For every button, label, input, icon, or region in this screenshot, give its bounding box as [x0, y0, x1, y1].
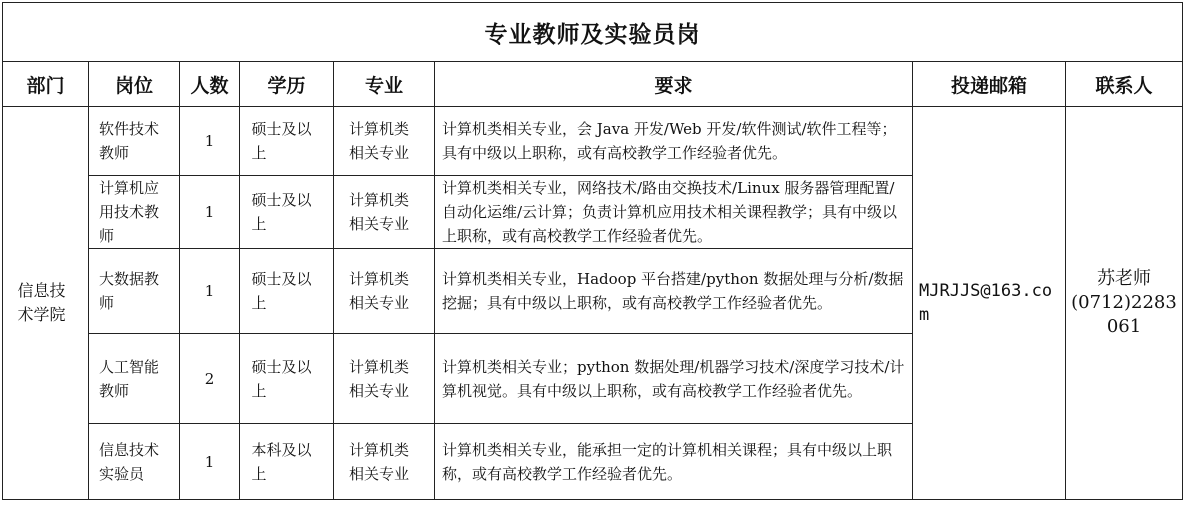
position-cell — [89, 249, 180, 334]
header-major: 专业 — [334, 62, 435, 107]
job-table-container — [2, 2, 1182, 501]
major-value: 计算机类相关专业 — [349, 357, 410, 400]
department-cell — [3, 107, 89, 500]
major-value: 计算机类相关专业 — [349, 270, 410, 312]
major-cell — [334, 176, 435, 249]
table-row — [3, 107, 1183, 176]
position-cell — [89, 424, 180, 500]
requirement-cell: 计算机类相关专业，会 Java 开发/Web 开发/软件测试/软件工程等；具有中级以上职称，或有高校教学工作经验者优先。 — [435, 107, 913, 176]
position-cell — [89, 334, 180, 424]
header-education: 学历 — [240, 62, 334, 107]
requirement-cell: 计算机类相关专业，能承担一定的计算机相关课程；具有中级以上职称，或有高校教学工作经验者优先。 — [435, 424, 913, 500]
email-cell: MJRJJS@163.com — [913, 107, 1066, 500]
position-name: 信息技术实验员 — [99, 440, 160, 483]
position-name: 人工智能教师 — [99, 357, 160, 400]
major-cell — [334, 249, 435, 334]
requirement-cell: 计算机类相关专业；python 数据处理/机器学习技术/深度学习技术/计算机视觉。具有中级以上职称，或有高校教学工作经验者优先。 — [435, 334, 913, 424]
position-cell — [89, 176, 180, 249]
count-cell: 1 — [180, 424, 240, 500]
major-cell — [334, 334, 435, 424]
education-cell — [240, 249, 334, 334]
education-cell — [240, 107, 334, 176]
count-cell: 1 — [180, 249, 240, 334]
header-email: 投递邮箱 — [913, 62, 1066, 107]
education-value: 硕士及以上 — [251, 357, 312, 400]
major-cell — [334, 107, 435, 176]
count-cell: 1 — [180, 176, 240, 249]
position-name: 大数据教师 — [99, 270, 160, 312]
education-cell — [240, 176, 334, 249]
education-cell — [240, 424, 334, 500]
table-title: 专业教师及实验员岗 — [3, 3, 1183, 62]
department-name: 信息技术学院 — [17, 281, 66, 324]
major-value: 计算机类相关专业 — [349, 191, 410, 233]
header-requirement: 要求 — [435, 62, 913, 107]
contact-cell — [1066, 107, 1183, 500]
education-value: 本科及以上 — [251, 440, 312, 483]
header-count: 人数 — [180, 62, 240, 107]
position-name: 计算机应用技术教师 — [99, 179, 160, 245]
contact-phone: (0712)2283061 — [1071, 292, 1177, 337]
major-cell — [334, 424, 435, 500]
header-position: 岗位 — [89, 62, 180, 107]
job-table — [2, 2, 1183, 500]
requirement-cell: 计算机类相关专业，Hadoop 平台搭建/python 数据处理与分析/数据挖掘；具有中级以上职称，或有高校教学工作经验者优先。 — [435, 249, 913, 334]
header-contact: 联系人 — [1066, 62, 1183, 107]
education-value: 硕士及以上 — [251, 120, 312, 162]
header-dept: 部门 — [3, 62, 89, 107]
count-cell: 2 — [180, 334, 240, 424]
education-value: 硕士及以上 — [251, 191, 312, 233]
major-value: 计算机类相关专业 — [349, 120, 410, 162]
position-name: 软件技术教师 — [99, 120, 160, 162]
education-cell — [240, 334, 334, 424]
requirement-cell: 计算机类相关专业，网络技术/路由交换技术/Linux 服务器管理配置/自动化运维/云计算；负责计算机应用技术相关课程教学；具有中级以上职称，或有高校教学工作经验者优先。 — [435, 176, 913, 249]
header-row — [3, 62, 1183, 107]
major-value: 计算机类相关专业 — [349, 440, 410, 483]
count-cell: 1 — [180, 107, 240, 176]
contact-name: 苏老师 — [1097, 268, 1151, 289]
education-value: 硕士及以上 — [251, 270, 312, 312]
position-cell — [89, 107, 180, 176]
